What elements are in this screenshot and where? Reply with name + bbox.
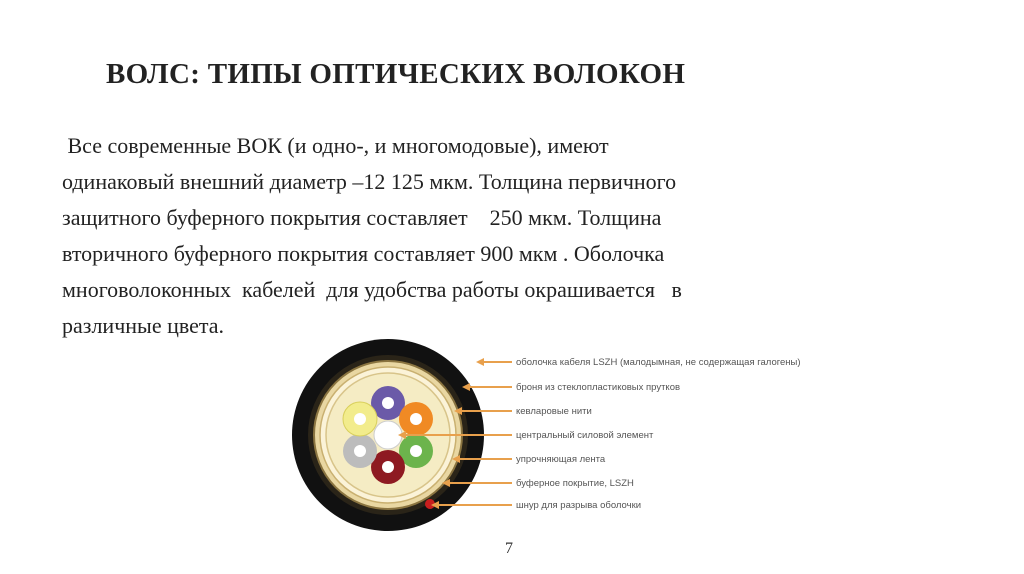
label-tape: упрочняющая лента [516,454,606,465]
paragraph-line: вторичного буферного покрытия составляет 900 мкм . Оболочка [62,241,665,266]
body-paragraph [62,128,922,344]
label-ripcord: шнур для разрыва оболочки [516,500,642,511]
label-kevlar: кевларовые нити [516,406,592,417]
paragraph-line: одинаковый внешний диаметр –12 125 мкм. Толщина первичного [62,169,677,194]
paragraph-line: Все современные ВОК (и одно-, и многомодовые), имеют [62,133,609,158]
label-buffer: буферное покрытие, LSZH [516,478,634,489]
paragraph-line: различные цвета. [62,313,225,338]
cable-diagram [290,332,830,538]
slide-title: ВОЛС: ТИПЫ ОПТИЧЕСКИХ ВОЛОКОН [106,58,686,90]
fiber-core [382,461,394,473]
label-jacket: оболочка кабеля LSZH (малодымная, не содержащая галогены) [516,357,801,368]
paragraph-line: многоволоконных кабелей для удобства работы окрашивается в [62,277,682,302]
fiber-core [354,413,366,425]
fiber-core [410,445,422,457]
fiber-core [354,445,366,457]
paragraph-line: защитного буферного покрытия составляет 250 мкм. Толщина [62,205,662,230]
cable-cross-section-figure [290,332,830,538]
fiber-core [410,413,422,425]
fiber-core [382,397,394,409]
label-center-member: центральный силовой элемент [516,430,654,441]
label-armor: броня из стеклопластиковых прутков [516,382,681,393]
page-number: 7 [505,540,513,557]
figure-labels [516,357,801,511]
central-strength-member [374,421,402,449]
